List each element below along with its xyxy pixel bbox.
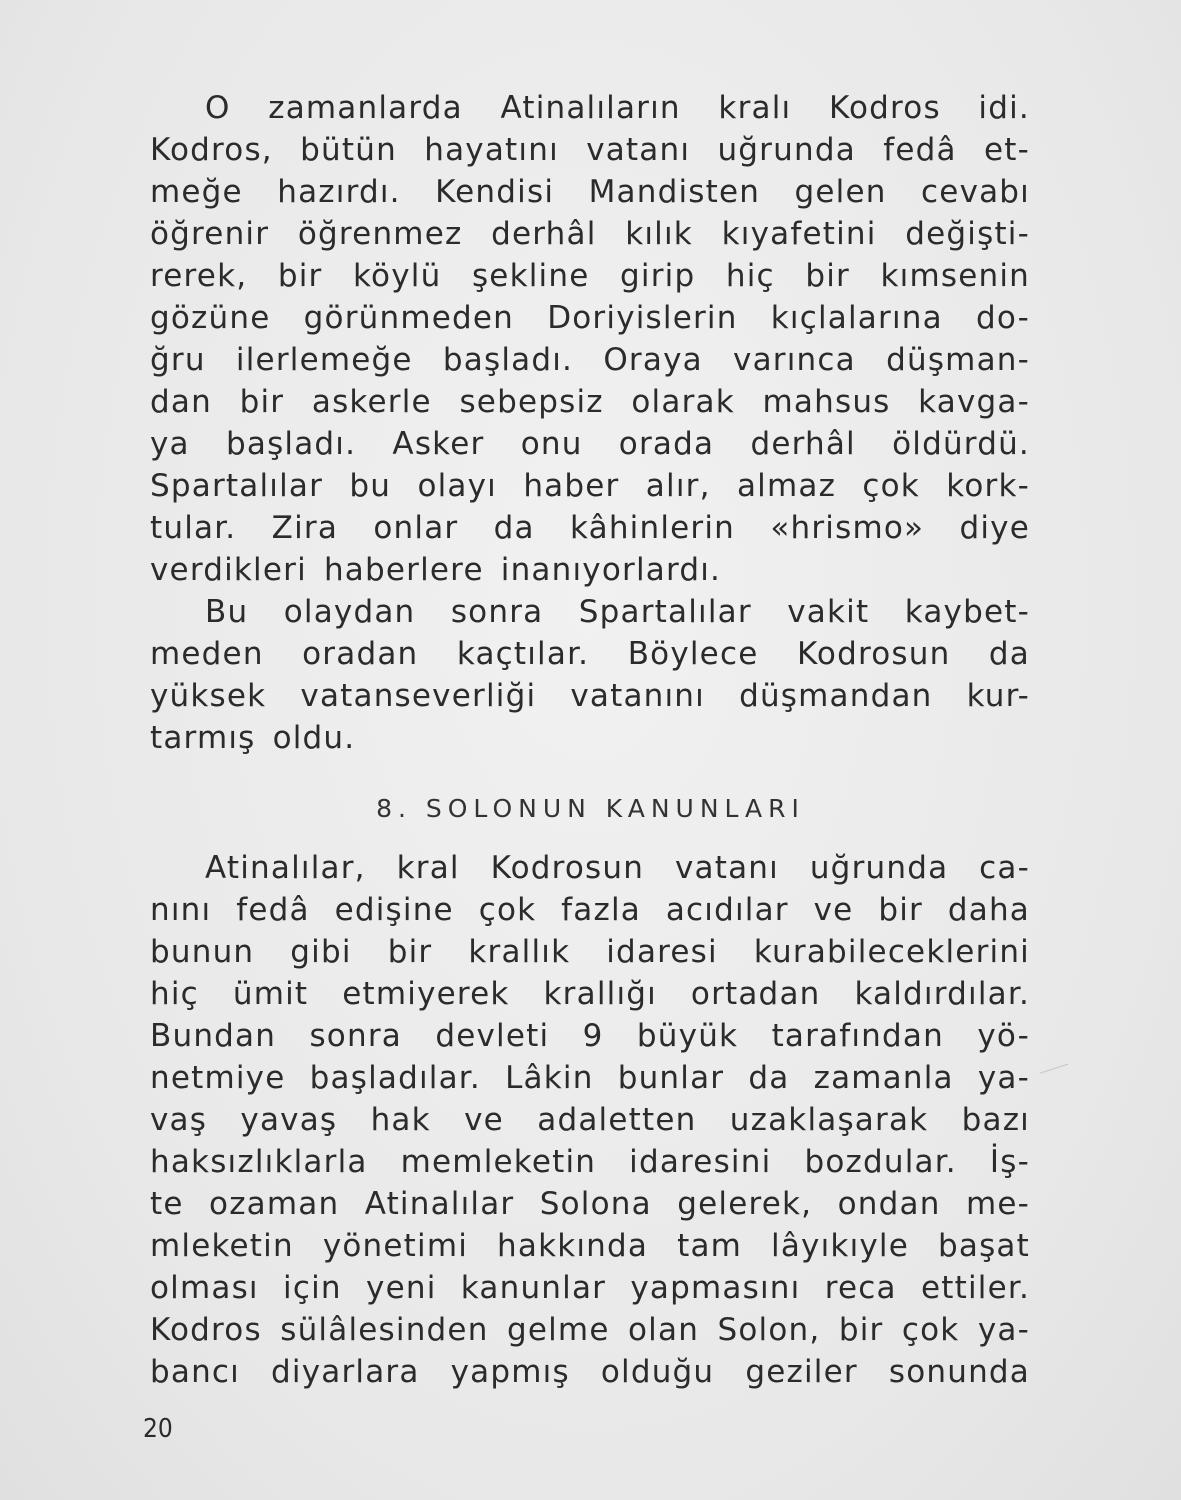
text-line: bunun gibi bir krallık idaresi kurabileceklerini [150,934,1030,970]
text-line: yüksek vatanseverliği vatanını düşmandan kur- [150,678,1030,714]
text-line: Bu olaydan sonra Spartalılar vakit kaybet- [205,594,1030,630]
text-line: dan bir askerle sebepsiz olarak mahsus kavga- [150,384,1030,420]
text-line: meğe hazırdı. Kendisi Mandisten gelen cevabı [150,174,1030,210]
text-line: verdikleri haberlere inanıyorlardı. [150,552,722,588]
text-line: bancı diyarlara yapmış olduğu geziler sonunda [150,1354,1030,1390]
text-line: O zamanlarda Atinalıların kralı Kodros idi. [205,90,1030,126]
text-line: mleketin yönetimi hakkında tam lâyıkıyle başat [150,1228,1030,1264]
text-line: haksızlıklarla memleketin idaresini bozdular. İş- [150,1144,1030,1180]
text-line: Spartalılar bu olayı haber alır, almaz çok kork- [150,468,1030,504]
section-heading: 8. SOLONUN KANUNLARI [376,794,805,823]
text-line: ya başladı. Asker onu orada derhâl öldürdü. [150,426,1030,462]
text-line: olması için yeni kanunlar yapmasını reca ettiler. [150,1270,1030,1306]
margin-mark [1040,1064,1071,1080]
text-line: nını fedâ edişine çok fazla acıdılar ve bir daha [150,892,1030,928]
text-line: Atinalılar, kral Kodrosun vatanı uğrunda ca- [205,850,1030,886]
text-line: netmiye başladılar. Lâkin bunlar da zamanla ya- [150,1060,1030,1096]
text-line: meden oradan kaçtılar. Böylece Kodrosun da [150,636,1030,672]
text-line: rerek, bir köylü şekline girip hiç bir kımsenin [150,258,1030,294]
text-line: tular. Zira onlar da kâhinlerin «hrismo» diye [150,510,1030,546]
text-line: gözüne görünmeden Doriyislerin kıçlalarına do- [150,300,1030,336]
text-line: ğru ilerlemeğe başladı. Oraya varınca düşman- [150,342,1030,378]
text-line: vaş yavaş hak ve adaletten uzaklaşarak bazı [150,1102,1030,1138]
page-number: 20 [143,1414,173,1444]
text-line: hiç ümit etmiyerek krallığı ortadan kaldırdılar. [150,976,1030,1012]
text-line: Bundan sonra devleti 9 büyük tarafından yö- [150,1018,1030,1054]
text-line: öğrenir öğrenmez derhâl kılık kıyafetini değişti- [150,216,1030,252]
text-line: Kodros sülâlesinden gelme olan Solon, bir çok ya- [150,1312,1030,1348]
text-line: Kodros, bütün hayatını vatanı uğrunda fedâ et- [150,132,1030,168]
text-line: tarmış oldu. [150,720,356,756]
text-line: te ozaman Atinalılar Solona gelerek, ondan me- [150,1186,1030,1222]
